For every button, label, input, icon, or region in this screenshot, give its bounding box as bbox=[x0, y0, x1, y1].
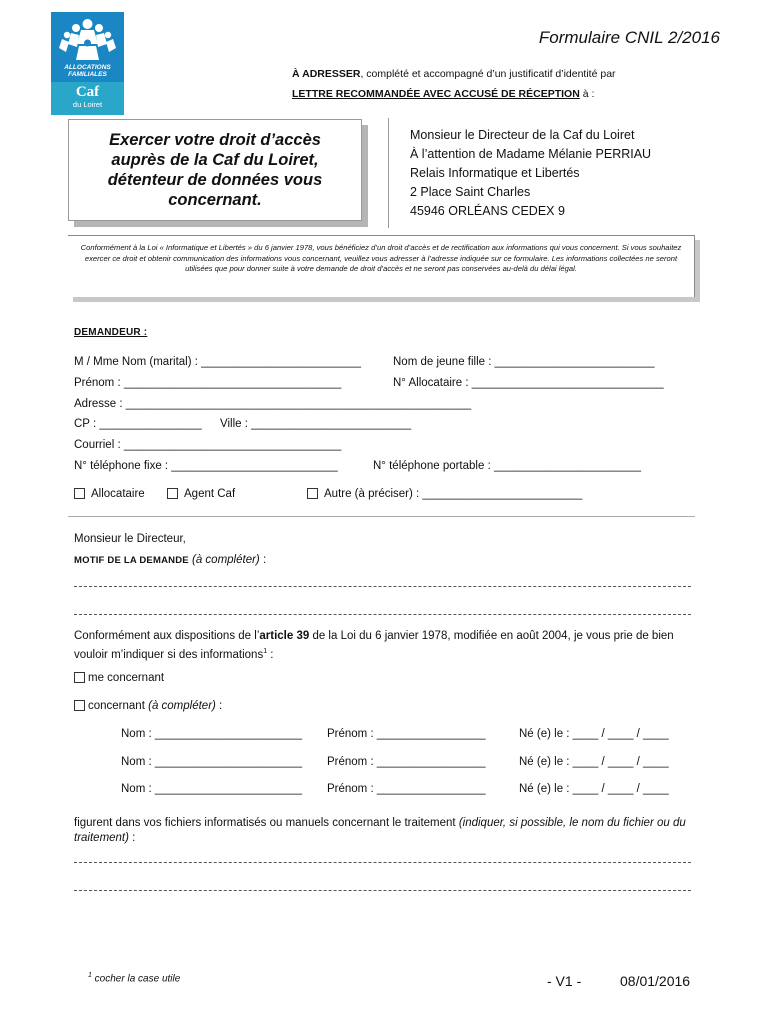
courriel-field[interactable]: Courriel : __________________________________ bbox=[74, 439, 342, 451]
section-demandeur: DEMANDEUR : bbox=[74, 327, 148, 338]
nom-marital-field[interactable]: M / Mme Nom (marital) : _________________________ bbox=[74, 356, 362, 368]
footnote: $^1$ cocher la case utile bbox=[88, 972, 181, 985]
checkbox[interactable] bbox=[74, 672, 85, 683]
option-allocataire[interactable]: Allocataire bbox=[74, 487, 145, 501]
tel-fixe-field[interactable]: N° téléphone fixe : __________________________ bbox=[74, 460, 338, 472]
letter-type: LETTRE RECOMMANDÉE AVEC ACCUSÉ DE RÉCEPTION à : bbox=[292, 88, 595, 100]
option-concernant[interactable]: concernant (à compléter) : bbox=[74, 699, 222, 713]
adresse-field[interactable]: Adresse : ______________________________________________________ bbox=[74, 398, 472, 410]
ville-field[interactable]: Ville : _________________________ bbox=[220, 418, 412, 430]
checkbox[interactable] bbox=[74, 700, 85, 711]
divider bbox=[388, 118, 389, 228]
checkbox[interactable] bbox=[307, 488, 318, 499]
treatment-paragraph: figurent dans vos fichiers informatisés ou manuels concernant le traitement (indiquer, si possible, le nom du fichier ou du traitement) : bbox=[74, 817, 686, 844]
caf-logo bbox=[51, 12, 124, 115]
cp-field[interactable]: CP : ________________ bbox=[74, 418, 202, 430]
recipient-address: Monsieur le Directeur de la Caf du Loiret À l’attention de Madame Mélanie PERRIAU Relais Informatique et Libertés 2 Place Saint Charles 45946 ORLÉANS CEDEX 9 bbox=[410, 128, 652, 218]
form-title: Formulaire CNIL 2/2016 bbox=[538, 28, 720, 47]
person-2-birthdate[interactable]: Né (e) le : ____ / ____ / ____ bbox=[519, 756, 669, 768]
logo-brand: Caf bbox=[75, 84, 100, 100]
motif-line-1[interactable] bbox=[74, 586, 691, 587]
tel-portable-field[interactable]: N° téléphone portable : _______________________ bbox=[373, 460, 642, 472]
person-1-birthdate[interactable]: Né (e) le : ____ / ____ / ____ bbox=[519, 728, 669, 740]
version-label: - V1 - bbox=[547, 973, 582, 989]
person-1-prenom[interactable]: Prénom : _________________ bbox=[327, 728, 486, 740]
conformity-paragraph: Conformément aux dispositions de l’article 39 de la Loi du 6 janvier 1978, modifiée en août 2004, je vous prie de bien vouloir m’indiquer si des informations$^1$ : bbox=[74, 630, 674, 661]
allocataire-number-field[interactable]: N° Allocataire : ______________________________ bbox=[393, 377, 664, 389]
person-2-prenom[interactable]: Prénom : _________________ bbox=[327, 756, 486, 768]
person-3-nom[interactable]: Nom : _______________________ bbox=[121, 783, 302, 795]
checkbox[interactable] bbox=[167, 488, 178, 499]
send-instructions: À ADRESSER, complété et accompagné d’un justificatif d’identité par bbox=[292, 68, 616, 80]
salutation: Monsieur le Directeur, bbox=[74, 533, 186, 545]
person-1-nom[interactable]: Nom : _______________________ bbox=[121, 728, 302, 740]
treatment-line-1[interactable] bbox=[74, 862, 691, 863]
treatment-line-2[interactable] bbox=[74, 890, 691, 891]
person-2-nom[interactable]: Nom : _______________________ bbox=[121, 756, 302, 768]
logo-brand-block bbox=[51, 82, 124, 115]
person-3-birthdate[interactable]: Né (e) le : ____ / ____ / ____ bbox=[519, 783, 669, 795]
motif-line-2[interactable] bbox=[74, 614, 691, 615]
page-title-box bbox=[68, 119, 362, 221]
document-date: 08/01/2016 bbox=[620, 973, 691, 989]
section-divider bbox=[68, 516, 695, 517]
family-figures-icon bbox=[57, 18, 118, 66]
option-autre[interactable]: Autre (à préciser) : _________________________ bbox=[307, 487, 582, 501]
checkbox[interactable] bbox=[74, 488, 85, 499]
page-title: Exercer votre droit d’accès auprès de la Caf du Loiret, détenteur de données vous concernant. bbox=[107, 131, 323, 209]
option-agent-caf[interactable]: Agent Caf bbox=[167, 487, 235, 501]
logo-region: du Loiret bbox=[72, 100, 103, 109]
logo-tagline: ALLOCATIONS FAMILIALES bbox=[64, 64, 111, 78]
person-3-prenom[interactable]: Prénom : _________________ bbox=[327, 783, 486, 795]
prenom-field[interactable]: Prénom : __________________________________ bbox=[74, 377, 342, 389]
legal-info-box: Conformément à la Loi « Informatique et Libertés » du 6 janvier 1978, vous bénéficiez d’un droit d’accès et de rectification aux informations qui vous concernent. Si vous souhaitez exercer ce droit et obtenir communication des informations vous concernant, veuillez vous adresser à l’adresse indiquée sur ce formulaire. Les informations collectées ne seront utilisées que pour donner suite à votre demande de droit d’accès et ne seront pas conservées au-delà du délai légal. bbox=[68, 235, 695, 297]
option-me-concernant[interactable]: me concernant bbox=[74, 671, 164, 685]
motif-label: MOTIF DE LA DEMANDE (à compléter) : bbox=[74, 554, 267, 566]
nom-jeune-fille-field[interactable]: Nom de jeune fille : _________________________ bbox=[393, 356, 655, 368]
